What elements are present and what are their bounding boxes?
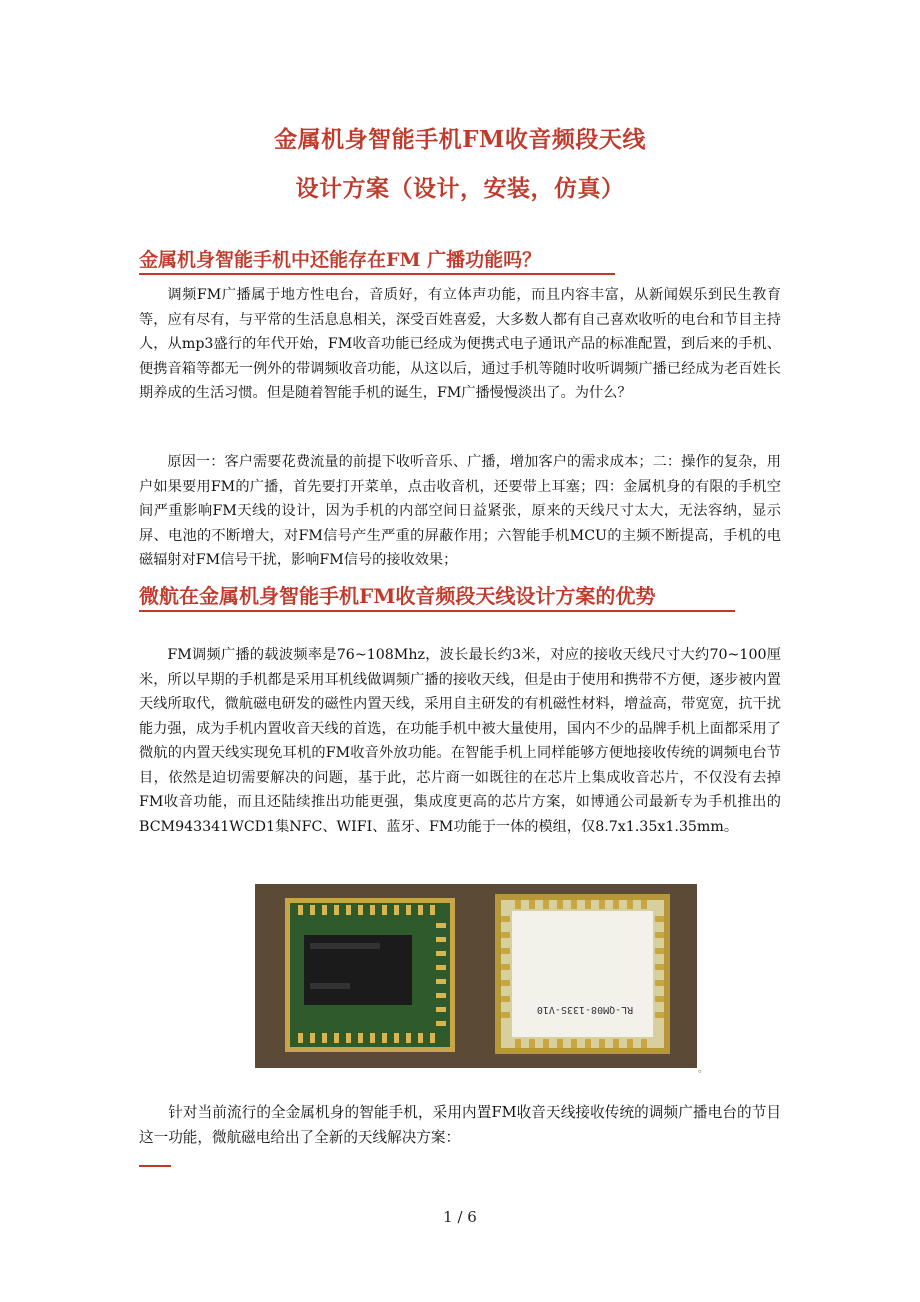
- chip-label-text: RL-QM08-133S-V10: [536, 1004, 634, 1015]
- document-title: 金属机身智能手机FM收音频段天线: [274, 126, 646, 153]
- module-pads-graphic: [501, 900, 664, 1048]
- section-heading-advantages: 微航在金属机身智能手机FM收音频段天线设计方案的优势: [139, 580, 735, 612]
- photo-caption-mark: 。: [698, 1064, 708, 1075]
- page-number: 1 / 6: [443, 1208, 477, 1226]
- paragraph-fm-intro: 调频FM广播属于地方性电台，音质好，有立体声功能，而且内容丰富，从新闻娱乐到民生教育等，应有尽有，与平常的生活息息相关，深受百姓喜爱，大多数人都有自己喜欢收听的电台和节目主持人，从mp3盛行的年代开始，FM收音功能已经成为便携式电子通讯产品的标准配置，到后来的手机、便携音箱等都无一例外的带调频收音功能，从这以后，通过手机等随时收听调频广播已经成为老百姓长期养成的生活习惯。但是随着智能手机的诞生，FM广播慢慢淡出了。为什么？: [139, 287, 781, 401]
- paragraph-solution-intro: 针对当前流行的全金属机身的智能手机，采用内置FM收音天线接收传统的调频广播电台的节目这一功能，微航磁电给出了全新的天线解决方案：: [139, 1104, 781, 1146]
- document-subtitle: 设计方案（设计，安装，仿真）: [295, 175, 625, 202]
- chip-module-back-image: [495, 894, 670, 1054]
- section-heading-fm-question: 金属机身智能手机中还能存在FM 广播功能吗？: [139, 245, 615, 275]
- paragraph-fm-technical: FM调频广播的载波频率是76~108Mhz，波长最长约3米，对应的接收天线尺寸大约70~100厘米，所以早期的手机都是采用耳机线做调频广播的接收天线，但是由于使用和携带不方便，逐步被内置天线所取代，微航磁电研发的磁性内置天线，采用自主研发的有机磁性材料，增益高，带宽宽，抗干扰能力强，成为手机内置收音天线的首选，在功能手机中被大量使用，国内不少的品牌手机上面都采用了微航的内置天线实现免耳机的FM收音外放功能。在智能手机上同样能够方便地接收传统的调频电台节目，依然是迫切需要解决的问题，基于此，芯片商一如既往的在芯片上集成收音芯片，不仅没有去掉FM收音功能，而且还陆续推出功能更强，集成度更高的芯片方案，如博通公司最新专为手机推出的BCM943341WCD1集NFC、WIFI、蓝牙、FM功能于一体的模组，仅8.7x1.35x1.35mm。: [139, 647, 781, 835]
- section-divider: [139, 1165, 171, 1167]
- paragraph-reasons: 原因一：客户需要花费流量的前提下收听音乐、广播，增加客户的需求成本；二：操作的复杂，用户如果要用FM的广播，首先要打开菜单，点击收音机，还要带上耳塞；四：金属机身的有限的手机空间严重影响FM天线的设计，因为手机的内部空间日益紧张，原来的天线尺寸太大，无法容纳，显示屏、电池的不断增大，对FM信号产生严重的屏蔽作用；六智能手机MCU的主频不断提高，手机的电磁辐射对FM信号干扰，影响FM信号的接收效果；: [139, 454, 781, 568]
- pcb-chip-front-image: [285, 898, 455, 1052]
- pcb-pads-graphic: [290, 903, 450, 1047]
- chip-module-photo: [255, 884, 697, 1068]
